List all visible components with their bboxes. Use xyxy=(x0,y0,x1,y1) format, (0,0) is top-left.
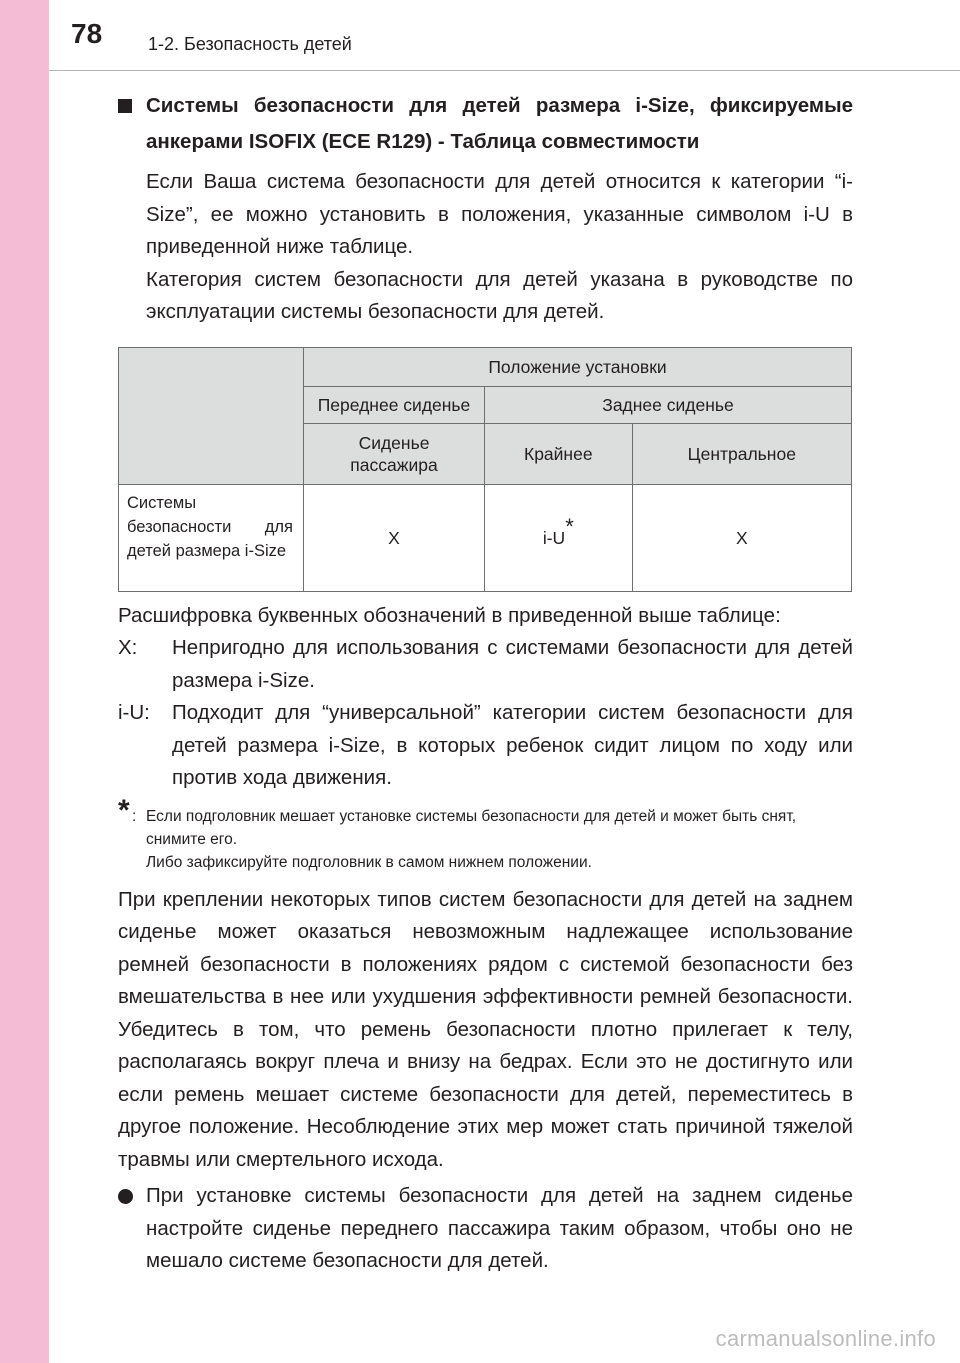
intro-paragraph-2: Категория систем безопасности для детей указана в руководстве по эксплуатации системы безопасности для детей. xyxy=(146,267,853,323)
page-content xyxy=(118,88,853,1278)
page-number: 78 xyxy=(71,18,103,49)
table-cell-outer xyxy=(485,484,633,591)
footnote-mark: * xyxy=(565,513,574,539)
watermark: carmanualsonline.info xyxy=(715,1326,936,1351)
table-corner-cell xyxy=(119,347,304,484)
legend-text: Подходит для “универсальной” категории систем безопасности для детей размера i-Size, в которых ребенок сидит лицом по ходу или против хода движения. xyxy=(172,701,853,789)
table-row-label xyxy=(119,484,304,591)
legend-key: X: xyxy=(118,636,138,659)
table-cell-front: X xyxy=(304,484,485,591)
bullet-text: При установке системы безопасности для детей на заднем сиденье настройте сиденье переднего пассажира таким образом, чтобы оно не мешало системе безопасности для детей. xyxy=(146,1184,853,1272)
compatibility-table xyxy=(118,347,852,592)
legend-item-iu xyxy=(118,697,853,795)
legend-item-x xyxy=(118,632,853,697)
table-header-outer: Крайнее xyxy=(485,423,633,484)
bullet-item xyxy=(118,1180,853,1278)
footnote-line-1: Если подголовник мешает установке системы безопасности для детей и может быть снят, снимите его. xyxy=(146,807,797,848)
header-divider xyxy=(49,70,960,71)
footnote-line-2: Либо зафиксируйте подголовник в самом нижнем положении. xyxy=(146,853,592,871)
passenger-seat-label: Сиденье пассажира xyxy=(350,432,438,475)
table-cell-center: X xyxy=(632,484,851,591)
footnote-colon: : xyxy=(132,807,137,825)
legend-text: Непригодно для использования с системами безопасности для детей размера i-Size. xyxy=(172,636,853,692)
footnote-asterisk: * xyxy=(118,793,130,827)
table-header-center: Центральное xyxy=(632,423,851,484)
table-header-rear-seat: Заднее сиденье xyxy=(485,386,852,423)
table-header-passenger-seat xyxy=(304,423,485,484)
intro-paragraph-1: Если Ваша система безопасности для детей относится к категории “i-Size”, ее можно установить в положения, указанные символом i-U в приведенной ниже таблице. xyxy=(146,170,853,258)
circle-bullet-icon xyxy=(118,1189,133,1204)
table-header-front-seat: Переднее сиденье xyxy=(304,386,485,423)
page-header xyxy=(49,0,960,72)
footnote xyxy=(118,793,853,874)
table-header-position: Положение установки xyxy=(304,347,852,386)
section-title: 1-2. Безопасность детей xyxy=(148,34,352,54)
legend-key: i-U: xyxy=(118,701,150,724)
legend xyxy=(118,600,853,795)
page-side-tab xyxy=(0,0,49,1363)
square-bullet-icon xyxy=(118,99,132,113)
section-heading-text: Системы безопасности для детей размера i-Size, фиксируемые анкерами ISOFIX (ECE R129) - Таблица совместимости xyxy=(146,94,853,153)
outer-value: i-U xyxy=(542,527,566,548)
section-heading xyxy=(118,88,853,160)
body-paragraph: При креплении некоторых типов систем безопасности для детей на заднем сиденье может оказаться невозможным надлежащее использование ремней безопасности в положениях рядом с системой безопасности без вмешательства в нее или ухудшения эффективности ремней безопасности. Убедитесь в том, что ремень безопасности плотно прилегает к телу, располагаясь вокруг плеча и внизу на бедрах. Если это не достигнуто или если ремень мешает системе безопасности для детей, переместитесь в другое положение. Несоблюдение этих мер может стать причиной тяжелой травмы или смертельного исхода. xyxy=(118,887,853,1171)
row-label-text: Системы безопасности для детей размера i-Size xyxy=(127,493,293,560)
legend-intro: Расшифровка буквенных обозначений в приведенной выше таблице: xyxy=(118,603,781,627)
